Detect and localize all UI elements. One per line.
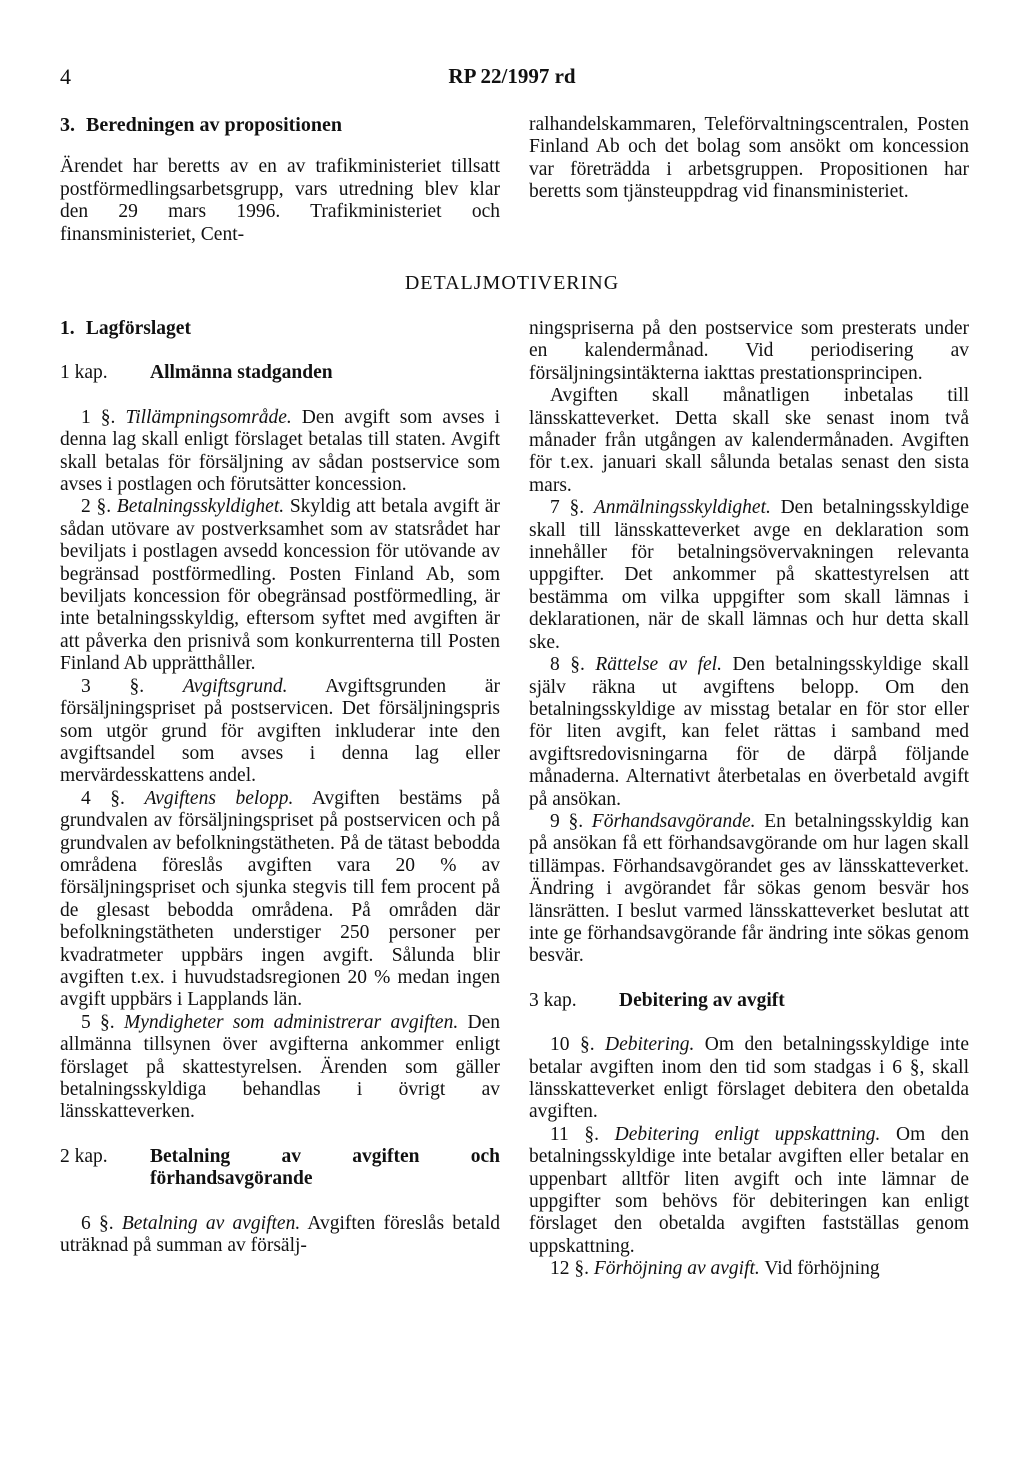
law-number: 1.	[60, 318, 75, 339]
section-text: Avgiften bestäms på grundvalen av försäljningspriset på postservicen och på grundvalen av befolkningstätheten. På de tätast bebodda områdena föreslås avgiften vara 20 % av försäljningspriset och sjunka stegvis till fem procent på de glesast bebodda områdena. På områden där befolkningstätheten understiger 250 personer per kvadratmeter uppbärs ingen avgift. Sålunda blir avgiften t.ex. i huvudstadsregionen 20 % medan ingen avgift uppbärs i Lapplands län.	[60, 787, 501, 1011]
section-10	[529, 1034, 969, 1124]
section-paragraph-right: ralhandelskammaren, Teleförvaltningscentralen, Posten Finland Ab och det bolag som ansökt om koncession var företrädda i arbetsgruppen. Propositionen har beretts som tjänsteuppdrag vid finansministeriet.	[529, 114, 969, 203]
section-title: Tillämpningsområde.	[125, 406, 292, 428]
section-title: Förhandsavgörande.	[591, 810, 756, 832]
section-text: Om den betalningsskyldige inte betalar avgiften inom den tid som stadgas i 6 §, skall länsskatteverket enligt förslaget debitera den obetalda avgiften.	[529, 1034, 969, 1123]
section-text: Den betalningsskyldige skall själv räkna ut avgiftens belopp. Om den betalningsskyldige av misstag betalar en för stor eller för liten avgift, kan felet rättas i samband med avgiftsredovisningarna för de därpå följande månaderna. Alternativt återbetalas en överbetald avgift på ansökan.	[529, 654, 969, 810]
section-heading	[60, 114, 500, 136]
section-title: Rättelse av fel.	[595, 654, 722, 676]
chapter-2-heading	[60, 1146, 500, 1191]
section-6	[60, 1213, 500, 1258]
chapter-label: 1 kap.	[60, 362, 108, 384]
law-proposal-heading	[60, 318, 500, 340]
law-title: Lagförslaget	[85, 318, 191, 339]
document-id: RP 22/1997 rd	[448, 64, 576, 88]
chapter-3-heading	[529, 990, 969, 1012]
section-label: 1 §.	[81, 406, 116, 428]
section-title: Anmälningsskyldighet.	[593, 497, 771, 519]
section-title: Myndigheter som administrerar avgiften.	[123, 1011, 459, 1033]
chapter-label: 3 kap.	[529, 989, 577, 1011]
section-text: Vid förhöjning	[764, 1258, 880, 1280]
section-paragraph-left: Ärendet har beretts av en av trafikministeriet tillsatt postförmedlingsarbetsgrupp, vars utredning blev klar den 29 mars 1996. Trafikministeriet och finansministeriet, Cent-	[60, 156, 500, 245]
section-text: Skyldig att betala avgift är sådan utövare av postverksamhet som av statsrådet har beviljats i postlagen avsedd koncession för utövande av begränsad postförmedling. Posten Finland Ab, som beviljats koncession för obegränsad postförmedling, är inte betalningsskyldig, eftersom syftet med avgiften är att påverka den prisnivå som konkurrenterna till Posten Finland Ab upprätthåller.	[60, 496, 500, 675]
section-number: 3.	[60, 114, 75, 136]
section-label: 5 §.	[81, 1011, 115, 1033]
section-text: En betalningsskyldig kan på ansökan få ett förhandsavgörande om hur lagen skall tillämpas. Förhandsavgörandet ges av länsskatteverket. Ändring i avgörandet får sökas genom besvär hos länsrätten. I beslut varmed länsskatteverket beslutat att inte ge förhandsavgörande får ändring inte sökas genom besvär.	[529, 810, 970, 967]
left-column	[60, 318, 500, 1257]
page-number: 4	[60, 64, 71, 89]
section-label: 12 §.	[550, 1258, 589, 1280]
section-label: 10 §.	[550, 1034, 595, 1056]
top-left-column	[60, 114, 500, 246]
section-title: Avgiftsgrund.	[182, 675, 288, 697]
section-4	[60, 788, 500, 1012]
section-label: 2 §.	[81, 496, 112, 518]
section-11	[529, 1124, 969, 1258]
section-title: Betalning av avgiften.	[121, 1212, 301, 1234]
section-text: Den avgift som avses i denna lag skall enligt förslaget betalas till staten. Avgift skall betalas för försäljning av sådan postservice som avses i postlagen och förutsätter koncession.	[60, 406, 501, 496]
chapter-title: Debitering av avgift	[619, 989, 785, 1011]
section-label: 9 §.	[550, 810, 584, 832]
section-8	[529, 654, 969, 811]
section-9	[529, 811, 969, 968]
section-5	[60, 1012, 500, 1124]
chapter-label: 2 kap.	[60, 1145, 108, 1167]
section-label: 4 §.	[81, 787, 125, 809]
section-3	[60, 676, 500, 788]
section-title: Betalningsskyldighet.	[116, 496, 285, 518]
section-title: Förhöjning av avgift.	[593, 1258, 760, 1280]
detail-heading: DETALJMOTIVERING	[404, 272, 620, 294]
section-label: 11 §.	[550, 1123, 600, 1145]
continued-paragraph-2: Avgiften skall månatligen inbetalas till länsskatteverket. Detta skall ske senast inom två månader från utgången av kalendermånaden. Avgiften för t.ex. januari skall sålunda betalas senast den sista mars.	[529, 385, 969, 496]
section-title: Debitering enligt uppskattning.	[614, 1123, 881, 1145]
continued-paragraph: ningspriserna på den postservice som presterats under en kalendermånad. Vid periodisering av försäljningsintäkterna iakttas prestationsprincipen.	[529, 318, 969, 384]
section-text: Avgiften föreslås betald uträknad på summan av försälj-	[60, 1212, 500, 1257]
chapter-title: Allmänna stadganden	[150, 362, 333, 384]
section-title: Beredningen av propositionen	[86, 114, 342, 136]
section-7	[529, 497, 969, 654]
top-right-column	[529, 114, 969, 204]
right-column	[529, 318, 969, 1281]
section-text: Avgiftsgrunden är försäljningspriset på postservicen. Det försäljningspris som utgör grund för avgiften inkluderar inte den avgiftsandel som avses i denna lag eller mervärdesskattens andel.	[60, 675, 500, 787]
chapter-1-heading	[60, 362, 500, 384]
section-label: 7 §.	[550, 497, 585, 519]
chapter-title: Betalning av avgiften och förhandsavgörande	[150, 1145, 500, 1190]
section-12	[529, 1258, 969, 1280]
section-text: Den betalningsskyldige skall till länsskatteverket avge en deklaration som innehåller för betalningsövervakningen relevanta uppgifter. Det ankommer på skattestyrelsen att bestämma om vilka uppgifter som skall lämnas i deklarationen, när de skall lämnas och hur detta skall ske.	[529, 497, 970, 653]
section-title: Debitering.	[605, 1034, 695, 1056]
section-title: Avgiftens belopp.	[144, 787, 294, 809]
section-text: Den allmänna tillsynen över avgifterna ankommer enligt förslaget på skattestyrelsen. Ärenden som gäller betalningsskyldiga behandlas i övrigt av länsskatteverken.	[60, 1011, 501, 1123]
section-2	[60, 496, 500, 675]
section-label: 3 §.	[81, 675, 145, 697]
section-text: Om den betalningsskyldige inte betalar avgiften eller betalar en uppenbart alltför liten avgift och inte lämnar de uppgifter som behövs för debiteringen kan enligt förslaget den obetalda avgiften fastställas genom uppskattning.	[529, 1123, 970, 1257]
section-label: 6 §.	[81, 1212, 114, 1234]
section-1	[60, 407, 500, 497]
section-label: 8 §.	[550, 654, 585, 676]
